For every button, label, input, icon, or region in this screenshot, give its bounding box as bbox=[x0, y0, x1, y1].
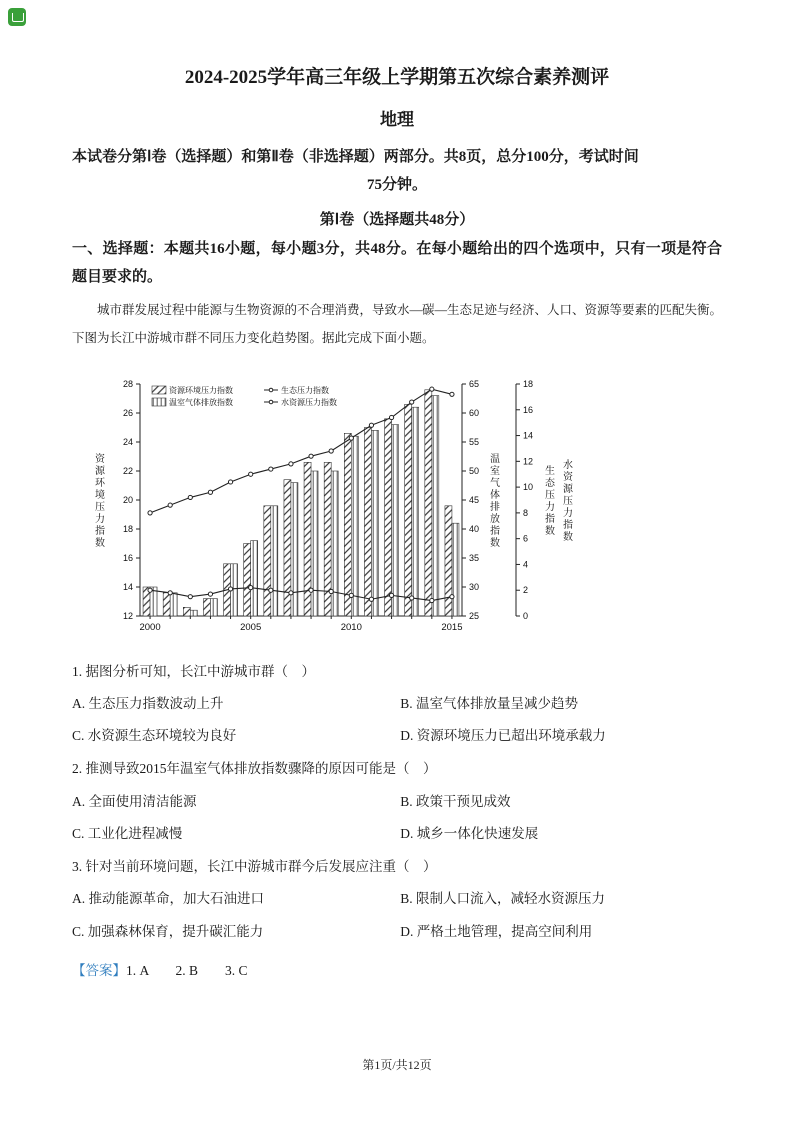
svg-text:12: 12 bbox=[122, 610, 133, 621]
svg-text:2: 2 bbox=[523, 584, 529, 595]
svg-text:45: 45 bbox=[469, 494, 480, 505]
question-3-option-c: C. 加强森林保育，提升碳汇能力 bbox=[72, 923, 264, 939]
question-2-option-d: D. 城乡一体化快速发展 bbox=[400, 825, 539, 841]
question-3 bbox=[72, 858, 722, 941]
question-1-stem: 1. 据图分析可知，长江中游城市群（ ） bbox=[72, 663, 315, 679]
question-1-option-d: D. 资源环境压力已超出环境承载力 bbox=[400, 728, 606, 744]
exam-title: 2024-2025学年高三年级上学期第五次综合素养测评 bbox=[184, 67, 610, 88]
svg-text:2000: 2000 bbox=[139, 621, 161, 633]
svg-text:24: 24 bbox=[122, 436, 133, 447]
svg-text:2015: 2015 bbox=[441, 621, 463, 633]
svg-text:6: 6 bbox=[523, 533, 529, 544]
svg-text:0: 0 bbox=[523, 610, 529, 621]
question-1-options bbox=[72, 681, 722, 745]
subject-title: 地理 bbox=[380, 110, 414, 129]
svg-text:温室气体排放指数: 温室气体排放指数 bbox=[490, 453, 500, 549]
question-3-option-d: D. 严格土地管理，提高空间利用 bbox=[400, 923, 593, 939]
svg-text:水资源压力指数: 水资源压力指数 bbox=[563, 459, 573, 543]
svg-text:12: 12 bbox=[523, 456, 534, 467]
svg-text:18: 18 bbox=[122, 523, 133, 534]
svg-text:2010: 2010 bbox=[340, 621, 362, 633]
page-footer: 第1页/共12页 bbox=[362, 1058, 432, 1072]
svg-text:28: 28 bbox=[122, 378, 133, 389]
svg-text:14: 14 bbox=[523, 430, 534, 441]
answer-line bbox=[72, 959, 722, 979]
svg-text:40: 40 bbox=[469, 523, 480, 534]
question-2-option-c: C. 工业化进程减慢 bbox=[72, 825, 183, 841]
question-1-option-b: B. 温室气体排放量呈减少趋势 bbox=[400, 695, 579, 711]
svg-text:水资源压力指数: 水资源压力指数 bbox=[281, 397, 337, 407]
svg-text:温室气体排放指数: 温室气体排放指数 bbox=[169, 397, 233, 407]
svg-text:50: 50 bbox=[469, 465, 480, 476]
svg-text:资源环境压力指数: 资源环境压力指数 bbox=[95, 453, 105, 549]
svg-text:16: 16 bbox=[523, 404, 534, 415]
question-2-stem: 2. 推测导致2015年温室气体排放指数骤降的原因可能是（ ） bbox=[72, 761, 437, 777]
question-3-options bbox=[72, 876, 722, 940]
corner-logo-icon bbox=[8, 8, 26, 26]
svg-text:4: 4 bbox=[523, 559, 529, 570]
question-3-option-a: A. 推动能源革命，加大石油进口 bbox=[72, 891, 264, 907]
exam-instructions-line1: 本试卷分第Ⅰ卷（选择题）和第Ⅱ卷（非选择题）两部分。共8页，总分100分，考试时间 bbox=[72, 149, 639, 165]
svg-text:20: 20 bbox=[122, 494, 133, 505]
question-2 bbox=[72, 760, 722, 843]
svg-text:16: 16 bbox=[122, 552, 133, 563]
chart-svg bbox=[84, 360, 596, 648]
passage-text: 城市群发展过程中能源与生物资源的不合理消费，导致水—碳—生态足迹与经济、人口、资源等要素的匹配失衡。下图为长江中游城市群不同压力变化趋势图。据此完成下面小题。 bbox=[72, 302, 723, 345]
svg-text:14: 14 bbox=[122, 581, 133, 592]
question-1-option-c: C. 水资源生态环境较为良好 bbox=[72, 728, 237, 744]
section1-intro: 一、选择题：本题共16小题，每小题3分，共48分。在每小题给出的四个选项中，只有一项是符合题目要求的。 bbox=[72, 240, 722, 285]
svg-text:65: 65 bbox=[469, 378, 480, 389]
question-3-stem: 3. 针对当前环境问题，长江中游城市群今后发展应注重（ ） bbox=[72, 859, 437, 875]
answer-label: 【答案】 bbox=[72, 962, 126, 978]
svg-text:18: 18 bbox=[523, 378, 534, 389]
answer-values: 1. A 2. B 3. C bbox=[126, 962, 248, 978]
svg-text:35: 35 bbox=[469, 552, 480, 563]
svg-text:30: 30 bbox=[469, 581, 480, 592]
svg-text:55: 55 bbox=[469, 436, 480, 447]
svg-text:60: 60 bbox=[469, 407, 480, 418]
question-1-option-a: A. 生态压力指数波动上升 bbox=[72, 695, 224, 711]
exam-instructions-line2: 75分钟。 bbox=[366, 176, 427, 193]
svg-text:8: 8 bbox=[523, 507, 529, 518]
question-3-option-b: B. 限制人口流入，减轻水资源压力 bbox=[400, 891, 606, 907]
svg-text:生态压力指数: 生态压力指数 bbox=[281, 385, 329, 395]
svg-text:22: 22 bbox=[122, 465, 133, 476]
question-2-option-a: A. 全面使用清洁能源 bbox=[72, 793, 197, 809]
svg-text:25: 25 bbox=[469, 610, 480, 621]
question-2-option-b: B. 政策干预见成效 bbox=[400, 793, 511, 809]
question-2-options bbox=[72, 779, 722, 843]
svg-text:生态压力指数: 生态压力指数 bbox=[545, 465, 555, 537]
question-1 bbox=[72, 663, 722, 746]
svg-text:2005: 2005 bbox=[240, 621, 262, 633]
logo-glyph bbox=[12, 13, 24, 22]
part1-title: 第Ⅰ卷（选择题共48分） bbox=[319, 211, 475, 228]
svg-text:资源环境压力指数: 资源环境压力指数 bbox=[169, 385, 233, 395]
svg-text:26: 26 bbox=[122, 407, 133, 418]
svg-text:10: 10 bbox=[523, 481, 534, 492]
pressure-trend-chart bbox=[84, 360, 722, 648]
